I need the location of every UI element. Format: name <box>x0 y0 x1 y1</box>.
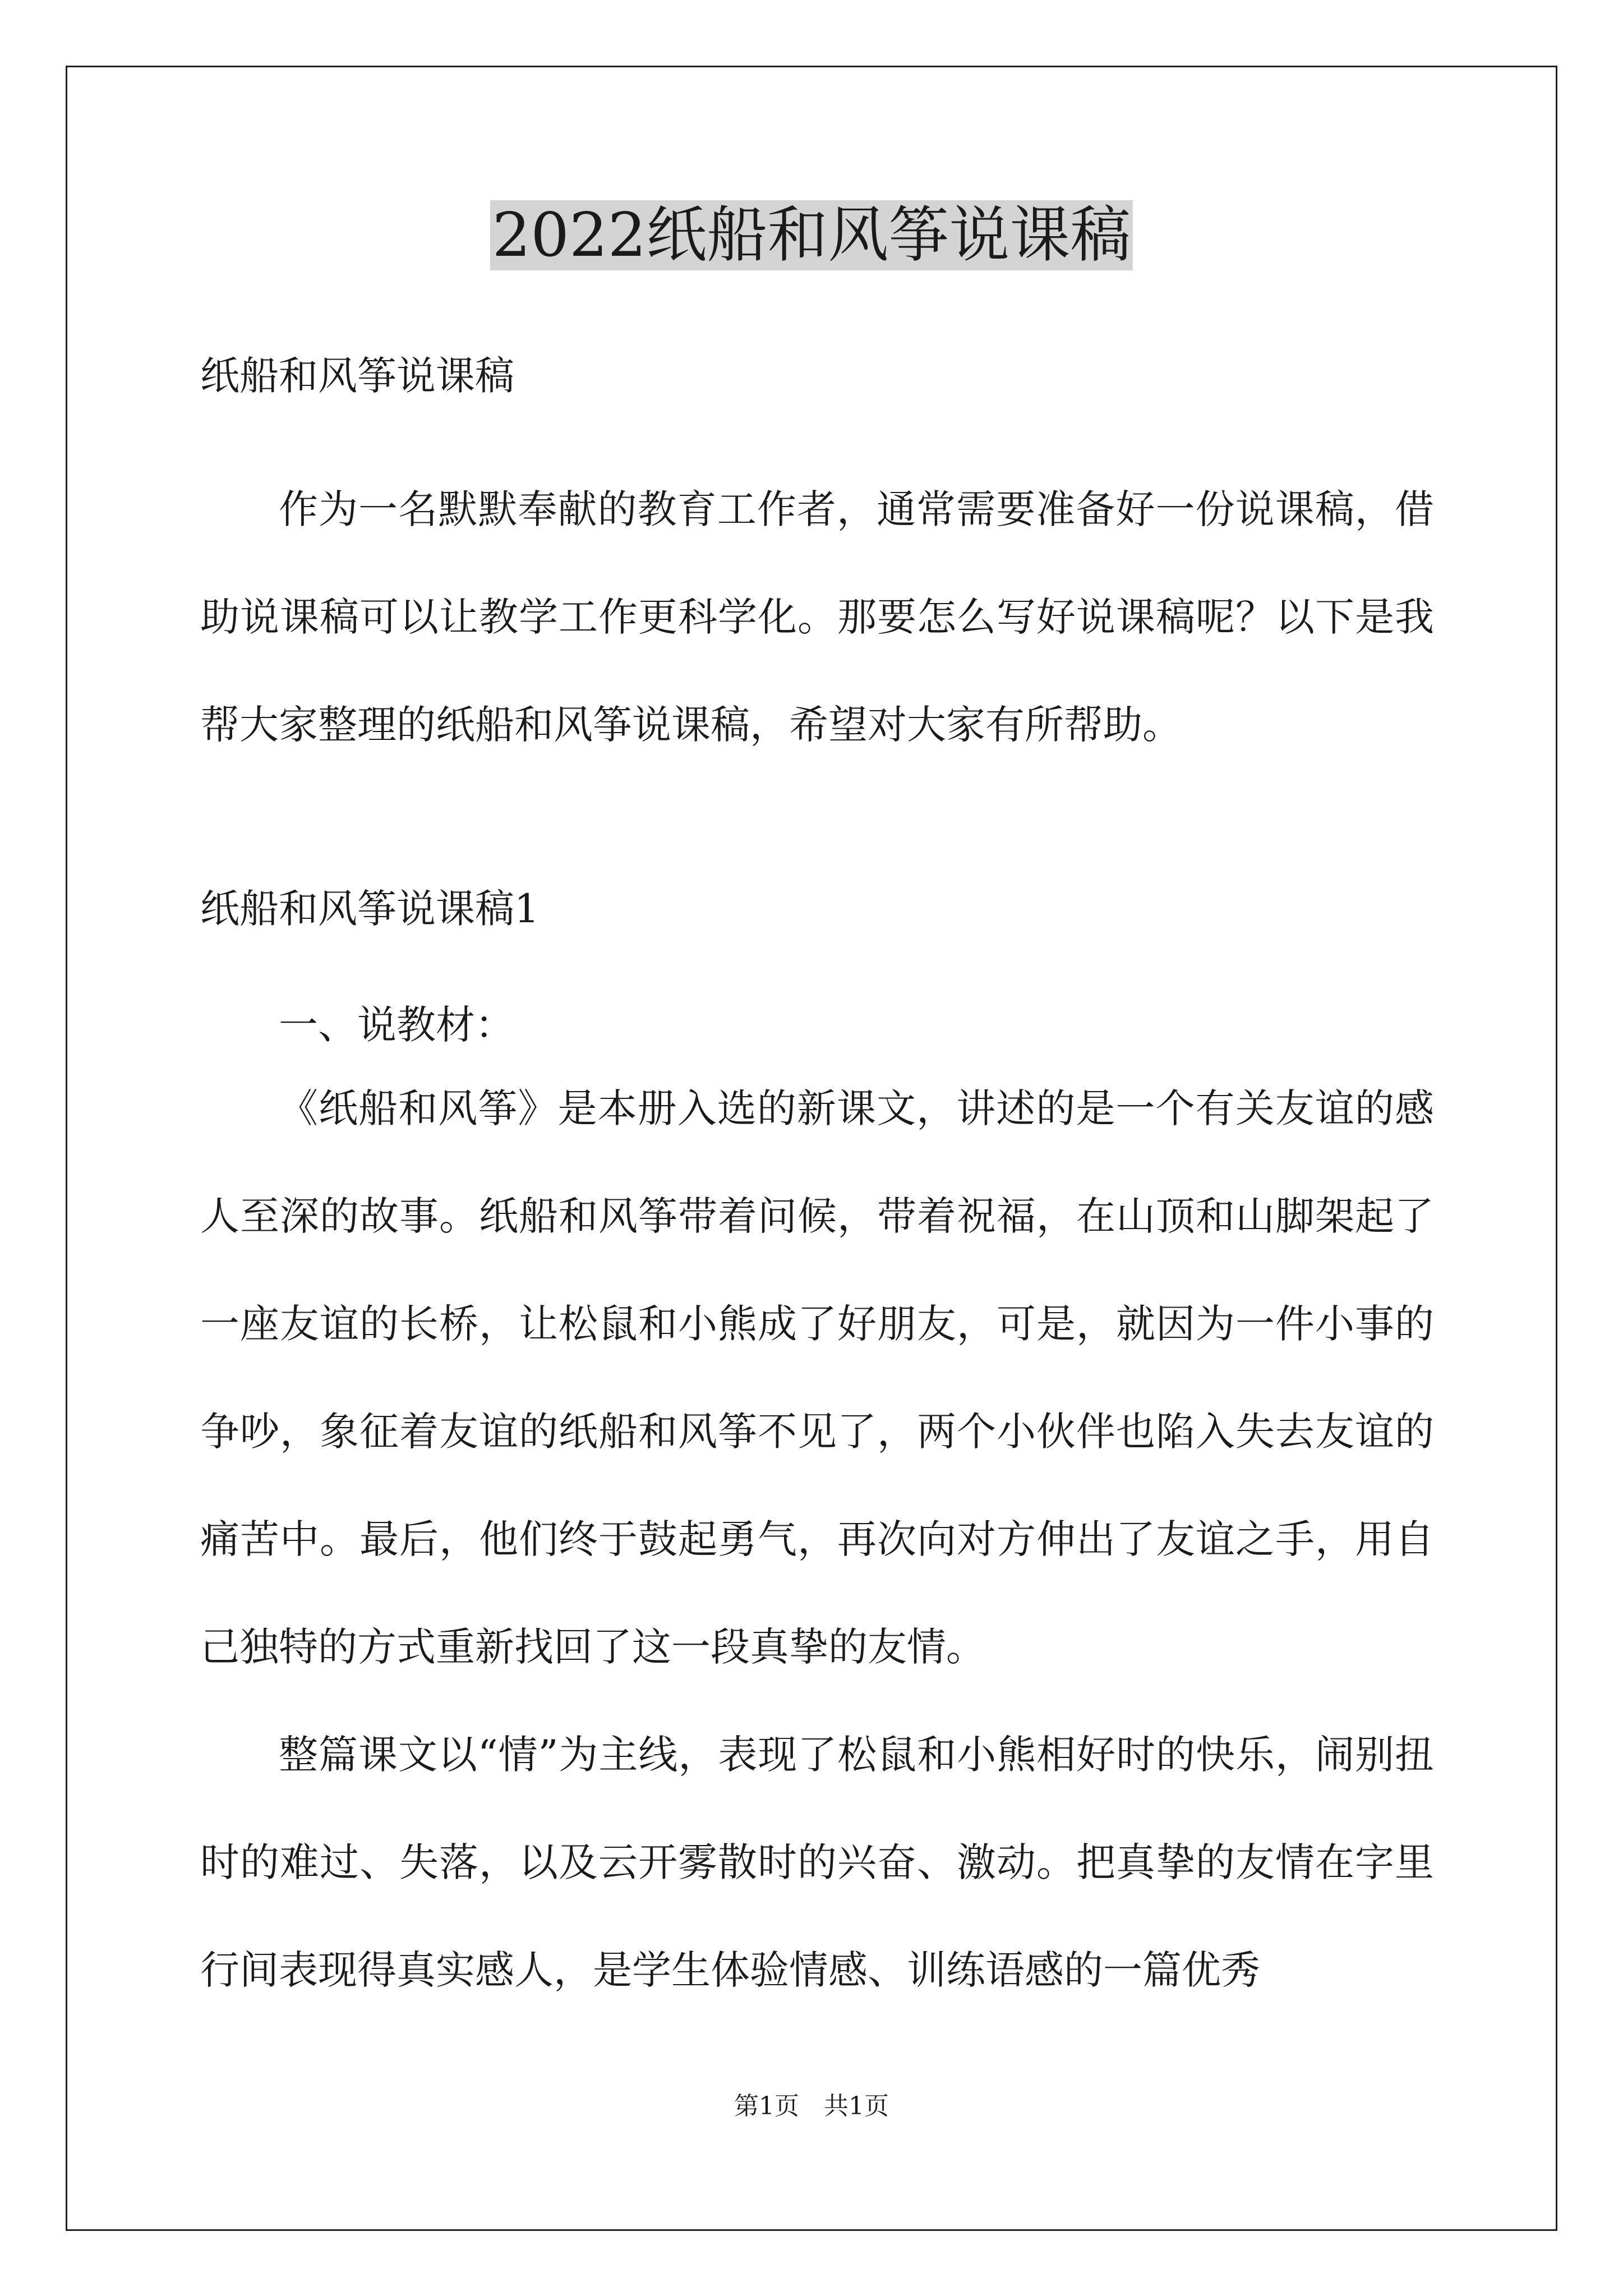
body-paragraph: 《纸船和风筝》是本册入选的新课文，讲述的是一个有关友谊的感人至深的故事。纸船和风筝带着问候，带着祝福，在山顶和山脚架起了一座友谊的长桥，让松鼠和小熊成了好朋友，可是，就因为一件小事的争吵，象征着友谊的纸船和风筝不见了，两个小伙伴也陷入失去友谊的痛苦中。最后，他们终于鼓起勇气，再次向对方伸出了友谊之手，用自己独特的方式重新找回了这一段真挚的友情。 <box>200 1085 1434 1670</box>
body-paragraph: 整篇课文以“情”为主线，表现了松鼠和小熊相好时的快乐，闹别扭时的难过、失落，以及云开雾散时的兴奋、激动。把真挚的友情在字里行间表现得真实感人，是学生体验情感、训练语感的一篇优秀 <box>200 1732 1434 1993</box>
intro-paragraph: 作为一名默默奉献的教育工作者，通常需要准备好一份说课稿，借助说课稿可以让教学工作更科学化。那要怎么写好说课稿呢？以下是我帮大家整理的纸船和风筝说课稿，希望对大家有所帮助。 <box>200 486 1434 748</box>
page-footer: 第1页 共1页 <box>734 2092 889 2120</box>
section-heading: 纸船和风筝说课稿1 <box>200 886 540 932</box>
document-title <box>0 194 1623 278</box>
sub-heading: 一、说教材： <box>279 1002 514 1048</box>
document-title-text: 2022纸船和风筝说课稿 <box>490 200 1133 270</box>
document-subtitle: 纸船和风筝说课稿 <box>200 353 514 399</box>
